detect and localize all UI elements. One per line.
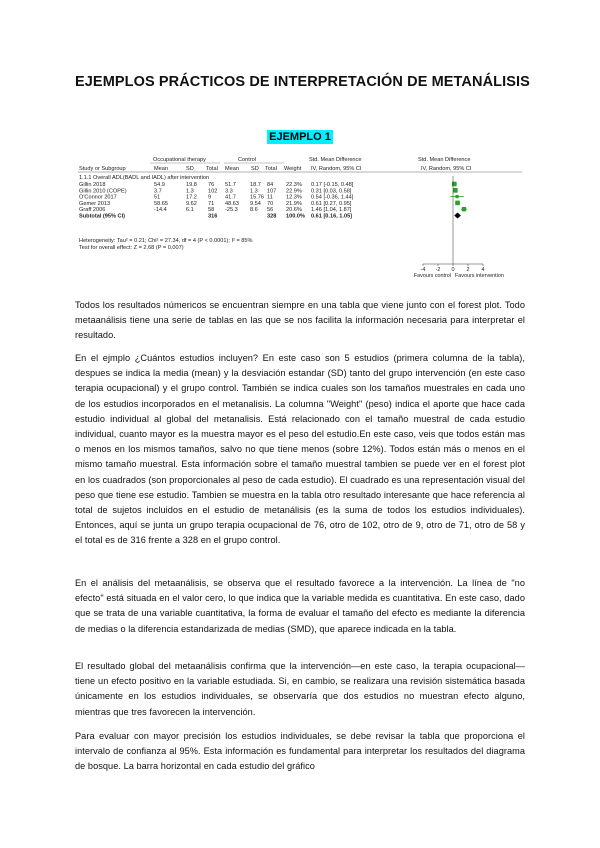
study-weight-cell: 12.3%: [286, 194, 302, 201]
col-header-mean-1: Mean: [154, 166, 168, 172]
study-n1-cell: 76: [208, 182, 215, 188]
study-m2-cell: 41.7: [225, 194, 236, 201]
study-name-cell: Gemer 2013: [79, 200, 111, 207]
study-sd1-cell: 6.1: [186, 207, 194, 214]
study-sd1-cell: 17.2: [186, 194, 197, 201]
study-weight-square: [462, 207, 466, 211]
study-n2-cell: 84: [267, 182, 274, 188]
study-sd1-cell: 9.62: [186, 200, 197, 207]
study-ci-cell: 1.46 [1.04, 1.87]: [311, 207, 352, 214]
study-ci-cell: 0.17 [-0.15, 0.48]: [311, 182, 354, 188]
paragraph-5: Para evaluar con mayor precisión los estudios individuales, se debe revisar la tabla que proporciona el intervalo de confianza al 95%. Esta información es fundamental para interpretar los resultados del diagrama de bosque. La barra horizontal en cada estudio del gráfico: [75, 731, 525, 772]
col-header-mean-2: Mean: [225, 166, 239, 172]
favours-intervention-label: Favours intervention: [455, 273, 504, 279]
study-m1-cell: 51: [154, 194, 161, 201]
example-label: EJEMPLO 1: [269, 131, 331, 143]
study-weight-cell: 22.9%: [286, 188, 302, 195]
x-axis-tick-label: 2: [466, 267, 470, 273]
study-weight-square: [453, 188, 458, 193]
study-sd2-cell: 15.76: [250, 194, 264, 201]
study-n2-cell: 56: [267, 207, 274, 214]
study-sd2-cell: 18.7: [250, 182, 261, 188]
study-m1-cell: 3.7: [154, 188, 162, 195]
study-ci-cell: 0.31 [0.03, 0.58]: [311, 188, 352, 195]
study-ci-cell: 0.54 [-0.36, 1.44]: [311, 194, 354, 201]
paragraph-3: En el análisis del metaanálisis, se observa que el resultado favorece a la intervención. La línea de "no efecto" está situada en el valor cero, lo que indica que la variable medida es cuantitativa. En este caso, dado que se trata de una variable cuantitativa, la forma de evaluar el tamaño del efecto es mediante la diferencia de medias o la diferencia estandarizada de medias (SMD), que aparece indicada en la tabla.: [75, 578, 525, 634]
study-n1-cell: 58: [208, 207, 215, 214]
forest-plot-svg: [78, 152, 522, 280]
x-axis-tick-label: -4: [420, 267, 426, 273]
treatment-group-label: Occupational therapy: [153, 157, 206, 163]
subtotal-n1: 316: [208, 213, 218, 220]
study-m2-cell: 51.7: [225, 182, 236, 188]
study-sd1-cell: 19.8: [186, 182, 197, 188]
col-header-total-2: Total: [265, 166, 277, 172]
study-n1-cell: 9: [208, 194, 212, 201]
subgroup-label: 1.1.1 Overall ADL(BADL and IADL) after intervention: [79, 175, 210, 181]
paragraph-2: En el ejmplo ¿Cuántos estudios incluyen? En este caso son 5 estudios (primera columna de la tabla), despues se indica la media (mean) y la desviación estandar (SD) tanto del grupo intervención (en este caso terapia ocupacional) y el grupo control. También se indica cuales son los tamaños muestrales en cada uno de los estudios incorporados en el metanalisis. La columna "Weight" (peso) indica el aporte que hace cada estudio individual al global del metanalisis. Está relacionado con el tamaño muestral de cada estudio individual, cuanto mayor es la muestra mayor es el peso del estudio.En este caso, veis que todos están mas o menos en los mismos tamaños, salvo no que tiene menos (sobre 12%). Todos están más o menos en el mismo tamaño muestral. Esta información sobre el tamaño muestral tambien se puede ver en el forest plot en los cuadrados (son proporcionales al peso de cada estudio). El cuadrado es una representación visual del peso que tiene ese estudio. Tambien se muestra en la tabla otro resultado interesante que hace referencia al total de sujetos incluidos en el estudio de metanálisis (es la suma de todos los estudios individuales). Entonces, aquí se junta un grupo terapia ocupacional de 76, otro de 102, otro de 9, otro de 71, otro de 58 y el total es de 316 frente a 328 en el grupo control.: [75, 353, 525, 546]
x-axis-tick-label: 0: [451, 267, 455, 273]
x-axis-tick-label: 4: [481, 267, 485, 273]
effect-plot-label: Std. Mean Difference: [418, 157, 471, 163]
col-header-ci-plot: IV, Random, 95% CI: [421, 166, 472, 172]
study-n1-cell: 71: [208, 200, 215, 207]
subtotal-weight: 100.0%: [286, 213, 305, 220]
subtotal-ci: 0.61 [0.16, 1.05]: [311, 213, 353, 220]
favours-control-label: Favours control: [413, 273, 451, 279]
study-m1-cell: 58.65: [154, 200, 168, 207]
paragraph-1: Todos los resultados númericos se encuentran siempre en una tabla que viene junto con el forest plot. Todo metaanálisis tiene una serie de tablas en las que se nos facilita la información necesaria para interpretar el resultado.: [75, 300, 525, 341]
study-n1-cell: 102: [208, 188, 218, 195]
study-weight-cell: 21.9%: [286, 200, 302, 207]
study-sd2-cell: 9.54: [250, 200, 261, 207]
study-name-cell: Graff 2006: [79, 207, 106, 214]
x-axis-tick-label: -2: [435, 267, 441, 273]
study-m2-cell: 3.3: [225, 188, 233, 195]
study-m2-cell: 48.63: [225, 200, 239, 207]
study-sd1-cell: 1.3: [186, 188, 194, 195]
study-weight-square: [455, 201, 460, 206]
heterogeneity-text: Heterogeneity: Tau² = 0.21; Chi² = 27.34, df = 4 (P < 0.0001); I² = 85%: [79, 238, 253, 244]
study-m1-cell: -14.4: [154, 207, 167, 214]
subtotal-n2: 328: [267, 213, 277, 220]
col-header-weight: Weight: [284, 166, 302, 172]
control-group-label: Control: [238, 157, 257, 163]
overall-effect-text: Test for overall effect: Z = 2.68 (P = 0.007): [79, 245, 184, 251]
study-weight-square: [452, 182, 457, 187]
col-header-ci: IV, Random, 95% CI: [311, 166, 362, 172]
study-n2-cell: 70: [267, 200, 274, 207]
study-ci-cell: 0.61 [0.27, 0.95]: [311, 200, 352, 207]
effect-column-label: Std. Mean Difference: [309, 157, 362, 163]
study-weight-square: [455, 195, 458, 198]
study-name-cell: Gillin 2018: [79, 182, 106, 188]
example-subtitle: [0, 127, 600, 145]
col-header-sd-2: SD: [251, 166, 259, 172]
study-m1-cell: 54.9: [154, 182, 165, 188]
study-sd2-cell: 1.3: [250, 188, 258, 195]
study-n2-cell: 107: [267, 188, 277, 195]
study-sd2-cell: 8.6: [250, 207, 258, 214]
forest-plot: [78, 152, 522, 280]
study-name-cell: O'Connor 2017: [79, 194, 117, 201]
paragraph-4: El resultado global del metaanálisis confirma que la intervención—en este caso, la terapia ocupacional—tiene un efecto positivo en la variable estudiada. Si, en cambio, se realizara una revisión sistemática basada únicamente en los estudios individuales, se observaría que dos estudios no muestran efecto alguno, mientras que tres favorecen la intervención.: [75, 661, 525, 717]
subtotal-label: Subtotal (95% CI): [79, 213, 125, 220]
page-title: EJEMPLOS PRÁCTICOS DE INTERPRETACIÓN DE METANÁLISIS: [75, 74, 530, 90]
study-m2-cell: -25.3: [225, 207, 238, 214]
col-header-total-1: Total: [206, 166, 218, 172]
col-header-study: Study or Subgroup: [79, 166, 126, 172]
study-weight-cell: 20.6%: [286, 207, 302, 214]
subtotal-diamond: [454, 213, 461, 219]
study-weight-cell: 22.3%: [286, 182, 302, 188]
study-n2-cell: 11: [267, 194, 273, 201]
col-header-sd-1: SD: [186, 166, 194, 172]
study-name-cell: Gillin 2010 (COPE): [79, 188, 127, 195]
